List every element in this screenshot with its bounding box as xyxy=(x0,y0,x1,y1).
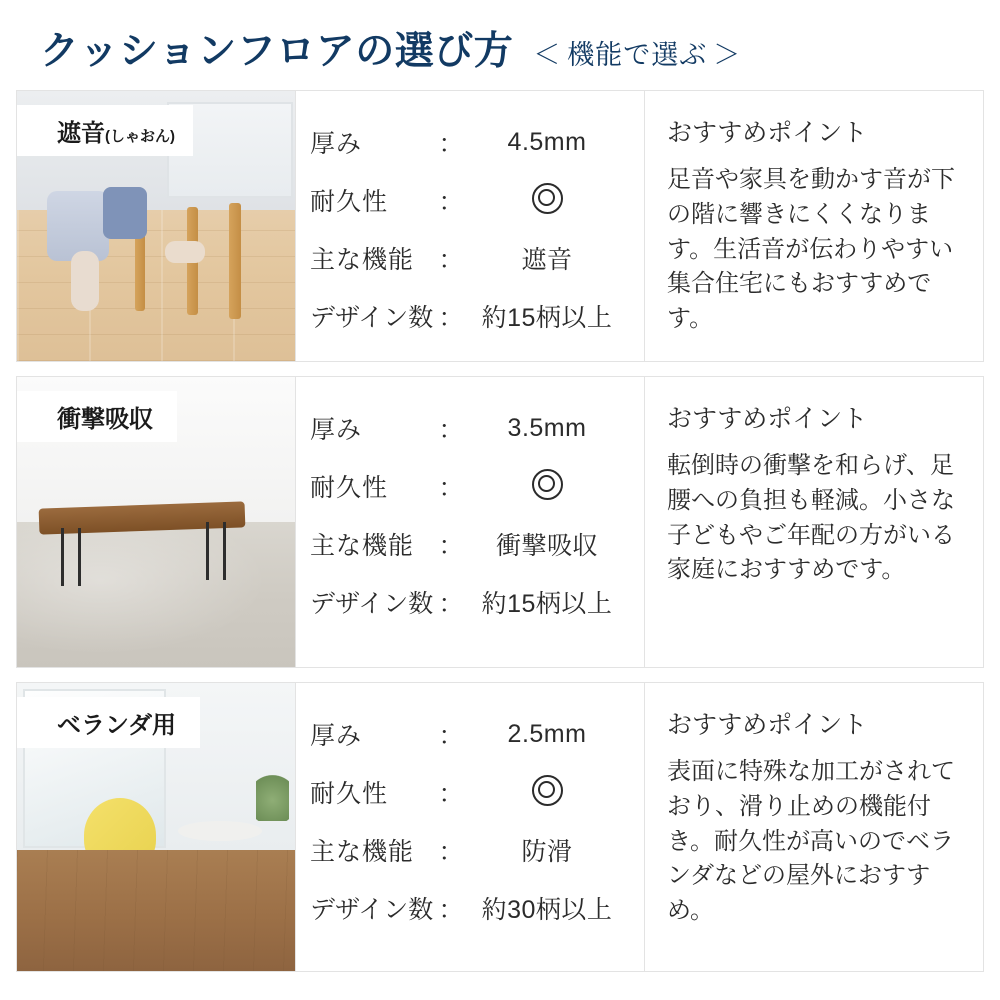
spec-colon: ： xyxy=(438,130,464,158)
card-label-ruby-shaon: (しゃおん) xyxy=(105,128,175,145)
double-circle-icon xyxy=(532,469,563,500)
spec-value-durability xyxy=(464,775,630,809)
spec-colon: ： xyxy=(438,780,464,808)
spec-colon: ： xyxy=(438,722,464,750)
double-circle-icon xyxy=(532,775,563,806)
spec-row-design-count xyxy=(310,287,630,345)
spec-value-durability xyxy=(464,469,630,503)
spec-row-thickness xyxy=(310,705,630,763)
spec-colon: ： xyxy=(438,590,464,618)
spec-row-durability xyxy=(310,763,630,821)
spec-row-main-function xyxy=(310,821,630,879)
feature-card-shock-absorption xyxy=(16,376,984,668)
spec-key-durability: 耐久性 xyxy=(310,780,389,808)
spec-value-main-function: 衝撃吸収 xyxy=(495,532,598,560)
spec-key-thickness: 厚み xyxy=(310,416,363,444)
spec-key-main-function: 主な機能 xyxy=(310,246,415,274)
card-photo-veranda xyxy=(17,683,295,971)
spec-row-thickness xyxy=(310,113,630,171)
feature-card-veranda xyxy=(16,682,984,972)
spec-colon: ： xyxy=(438,304,464,332)
spec-value-design-count: 約15柄以上 xyxy=(481,590,613,618)
recommend-title: おすすめポイント xyxy=(667,405,868,433)
header-subtitle xyxy=(527,33,747,72)
card-photo-shock-absorption xyxy=(17,377,295,667)
recommend-title: おすすめポイント xyxy=(667,119,868,147)
spec-row-durability xyxy=(310,171,630,229)
spec-row-main-function xyxy=(310,515,630,573)
bracket-close-icon: ＞ xyxy=(713,40,742,70)
spec-colon: ： xyxy=(438,188,464,216)
header-subtitle-text: 機能で選ぶ xyxy=(567,40,708,70)
card-label-shaon xyxy=(17,105,193,156)
spec-key-durability: 耐久性 xyxy=(310,188,389,216)
recommend-title: おすすめポイント xyxy=(667,711,868,739)
spec-table-veranda xyxy=(295,683,645,971)
feature-card-shaon xyxy=(16,90,984,362)
recommend-note-shock-absorption xyxy=(645,377,983,667)
recommend-note-veranda xyxy=(645,683,983,971)
spec-value-design-count: 約15柄以上 xyxy=(481,304,613,332)
spec-key-durability: 耐久性 xyxy=(310,474,389,502)
spec-key-thickness: 厚み xyxy=(310,722,363,750)
page-header xyxy=(16,0,984,90)
card-label-shock-absorption xyxy=(17,391,177,442)
spec-table-shock-absorption xyxy=(295,377,645,667)
spec-row-thickness xyxy=(310,399,630,457)
spec-key-main-function: 主な機能 xyxy=(310,838,415,866)
spec-table-shaon xyxy=(295,91,645,361)
recommend-body: 足音や家具を動かす音が下の階に響きにくくなります。生活音が伝わりやすい集合住宅にもおすすめです。 xyxy=(667,166,955,333)
bracket-open-icon: ＜ xyxy=(533,40,562,70)
spec-value-thickness: 4.5mm xyxy=(507,127,587,156)
spec-value-thickness: 3.5mm xyxy=(507,413,587,442)
spec-row-design-count xyxy=(310,879,630,937)
spec-colon: ： xyxy=(438,838,464,866)
spec-key-design-count: デザイン数 xyxy=(310,304,434,332)
card-label-text-veranda: ベランダ用 xyxy=(57,712,177,739)
spec-colon: ： xyxy=(438,474,464,502)
card-label-text-shaon: 遮音 xyxy=(57,120,105,147)
spec-colon: ： xyxy=(438,416,464,444)
card-label-text-shock-absorption: 衝撃吸収 xyxy=(57,406,153,433)
spec-colon: ： xyxy=(438,246,464,274)
double-circle-icon xyxy=(532,183,563,214)
spec-value-main-function: 防滑 xyxy=(521,838,573,866)
spec-row-durability xyxy=(310,457,630,515)
spec-row-main-function xyxy=(310,229,630,287)
card-photo-shaon xyxy=(17,91,295,361)
card-label-veranda xyxy=(17,697,200,748)
spec-value-thickness: 2.5mm xyxy=(507,719,587,748)
page-title: クッションフロアの選び方 xyxy=(40,30,514,73)
recommend-body: 表面に特殊な加工がされており、滑り止めの機能付き。耐久性が高いのでベランダなどの屋外におすすめ。 xyxy=(667,758,955,925)
spec-key-design-count: デザイン数 xyxy=(310,896,434,924)
spec-row-design-count xyxy=(310,573,630,631)
spec-value-main-function: 遮音 xyxy=(521,246,573,274)
spec-key-main-function: 主な機能 xyxy=(310,532,415,560)
recommend-body: 転倒時の衝撃を和らげ、足腰への負担も軽減。小さな子どもやご年配の方がいる家庭におすすめです。 xyxy=(667,452,955,584)
spec-value-durability xyxy=(464,183,630,217)
spec-colon: ： xyxy=(438,532,464,560)
spec-value-design-count: 約30柄以上 xyxy=(481,896,613,924)
spec-colon: ： xyxy=(438,896,464,924)
spec-key-design-count: デザイン数 xyxy=(310,590,434,618)
spec-key-thickness: 厚み xyxy=(310,130,363,158)
recommend-note-shaon xyxy=(645,91,983,361)
